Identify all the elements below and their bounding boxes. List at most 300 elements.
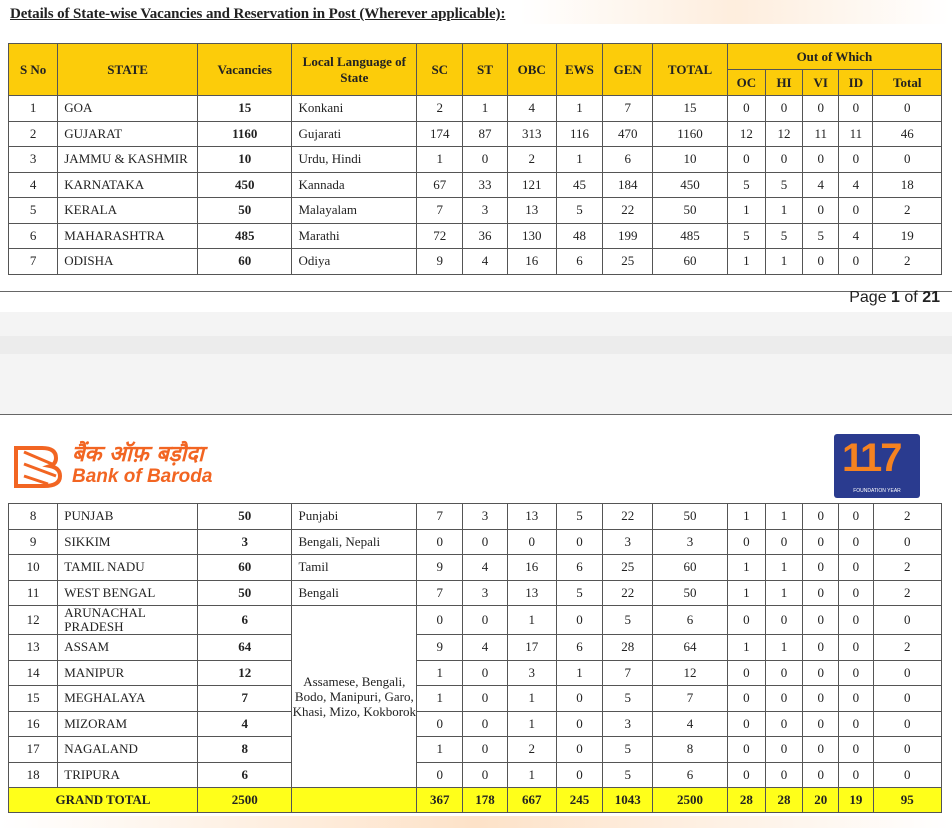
cell-state: MANIPUR	[58, 660, 198, 686]
cell-st: 4	[463, 249, 507, 275]
vacancies-table-page-2	[8, 503, 942, 813]
cell-total: 450	[653, 172, 727, 198]
cell-gen: 7	[603, 660, 653, 686]
cell-obc: 130	[507, 223, 556, 249]
cell-ews: 245	[556, 788, 602, 813]
cell-state: JAMMU & KASHMIR	[58, 147, 198, 173]
cell-state: ASSAM	[58, 635, 198, 661]
cell-obc: 121	[507, 172, 556, 198]
cell-id: 0	[839, 249, 873, 275]
cell-sno: 18	[9, 762, 58, 788]
cell-obc: 17	[507, 635, 556, 661]
cell-pwd-total: 2	[873, 198, 942, 224]
cell-hi: 5	[765, 223, 802, 249]
cell-ews: 5	[556, 198, 602, 224]
cell-sc: 0	[417, 529, 463, 555]
header-out-of-which: Out of Which	[727, 44, 941, 70]
cell-total: 1160	[653, 121, 727, 147]
cell-st: 3	[463, 198, 507, 224]
cell-language: Odiya	[292, 249, 417, 275]
cell-gen: 28	[603, 635, 653, 661]
cell-sc: 67	[417, 172, 463, 198]
cell-pwd-total: 0	[873, 762, 942, 788]
cell-st: 1	[463, 96, 507, 122]
cell-hi: 0	[765, 737, 802, 763]
header-state: STATE	[58, 44, 198, 96]
cell-vi: 0	[803, 737, 839, 763]
cell-ews: 1	[556, 147, 602, 173]
cell-gen: 3	[603, 711, 653, 737]
cell-sno: 1	[9, 96, 58, 122]
cell-obc: 16	[507, 249, 556, 275]
cell-sc: 1	[417, 686, 463, 712]
cell-vi: 0	[803, 635, 839, 661]
cell-pwd-total: 2	[873, 580, 942, 606]
cell-state: TAMIL NADU	[58, 555, 198, 581]
cell-sno: 13	[9, 635, 58, 661]
cell-state: PUNJAB	[58, 504, 198, 530]
cell-sno: 12	[9, 606, 58, 635]
cell-sno: 10	[9, 555, 58, 581]
cell-vacancies: 64	[197, 635, 292, 661]
cell-oc: 0	[727, 606, 765, 635]
cell-state: ODISHA	[58, 249, 198, 275]
cell-total: 50	[653, 198, 727, 224]
cell-st: 36	[463, 223, 507, 249]
cell-id: 0	[839, 660, 873, 686]
cell-sno: 8	[9, 504, 58, 530]
cell-state: ARUNACHAL PRADESH	[58, 606, 198, 635]
cell-language: Marathi	[292, 223, 417, 249]
cell-vi: 0	[803, 580, 839, 606]
cell-sno: 16	[9, 711, 58, 737]
cell-id: 0	[839, 580, 873, 606]
cell-ews: 116	[556, 121, 602, 147]
cell-vacancies: 6	[197, 762, 292, 788]
cell-id: 0	[839, 606, 873, 635]
cell-sno: 11	[9, 580, 58, 606]
cell-hi: 1	[765, 555, 802, 581]
cell-hi: 5	[765, 172, 802, 198]
cell-st: 0	[463, 147, 507, 173]
cell-oc: 0	[727, 147, 765, 173]
cell-ews: 0	[556, 686, 602, 712]
cell-vacancies: 8	[197, 737, 292, 763]
cell-oc: 0	[727, 529, 765, 555]
cell-state: GOA	[58, 96, 198, 122]
cell-id: 0	[839, 762, 873, 788]
cell-sc: 174	[417, 121, 463, 147]
table-row	[9, 96, 942, 122]
table-row	[9, 762, 942, 788]
cell-language: Kannada	[292, 172, 417, 198]
cell-state: TRIPURA	[58, 762, 198, 788]
cell-obc: 4	[507, 96, 556, 122]
cell-state: MIZORAM	[58, 711, 198, 737]
cell-ews: 5	[556, 580, 602, 606]
cell-obc: 2	[507, 737, 556, 763]
cell-sc: 1	[417, 147, 463, 173]
cell-total: 60	[653, 249, 727, 275]
cell-vi: 4	[803, 172, 839, 198]
cell-gen: 3	[603, 529, 653, 555]
cell-language: Tamil	[292, 555, 417, 581]
cell-gen: 1043	[603, 788, 653, 813]
table-row	[9, 737, 942, 763]
cell-vi: 0	[803, 762, 839, 788]
grand-total-row	[9, 788, 942, 813]
cell-sc: 0	[417, 711, 463, 737]
cell-sno: 17	[9, 737, 58, 763]
cell-gen: 22	[603, 198, 653, 224]
page-total: 21	[922, 289, 940, 306]
badge-subtitle: FOUNDATION YEAR	[853, 488, 901, 494]
cell-gen: 5	[603, 762, 653, 788]
cell-oc: 1	[727, 555, 765, 581]
header-id: ID	[839, 70, 873, 96]
cell-gen: 22	[603, 504, 653, 530]
cell-hi: 12	[765, 121, 802, 147]
cell-gen: 199	[603, 223, 653, 249]
cell-vacancies: 60	[197, 249, 292, 275]
cell-sno: 14	[9, 660, 58, 686]
cell-total: 485	[653, 223, 727, 249]
cell-st: 0	[463, 529, 507, 555]
cell-total: 60	[653, 555, 727, 581]
cell-vi: 0	[803, 249, 839, 275]
cell-total: 8	[653, 737, 727, 763]
cell-sc: 2	[417, 96, 463, 122]
header-gen: GEN	[603, 44, 653, 96]
cell-vi: 0	[803, 504, 839, 530]
header-sc: SC	[417, 44, 463, 96]
cell-sno: 5	[9, 198, 58, 224]
cell-hi: 0	[765, 96, 802, 122]
cell-language: Urdu, Hindi	[292, 147, 417, 173]
header-sno: S No	[9, 44, 58, 96]
cell-gen: 22	[603, 580, 653, 606]
cell-total: 12	[653, 660, 727, 686]
table-row	[9, 529, 942, 555]
cell-id: 0	[839, 96, 873, 122]
cell-pwd-total: 46	[873, 121, 942, 147]
header-vacancies: Vacancies	[197, 44, 292, 96]
cell-pwd-total: 0	[873, 737, 942, 763]
cell-hi: 0	[765, 686, 802, 712]
cell-obc: 13	[507, 580, 556, 606]
cell-sc: 72	[417, 223, 463, 249]
page-top-rule	[0, 414, 952, 415]
cell-ews: 48	[556, 223, 602, 249]
cell-st: 0	[463, 711, 507, 737]
cell-sc: 367	[417, 788, 463, 813]
cell-vacancies: 15	[197, 96, 292, 122]
cell-state: MEGHALAYA	[58, 686, 198, 712]
cell-hi: 0	[765, 711, 802, 737]
cell-language: Bengali	[292, 580, 417, 606]
cell-ews: 0	[556, 762, 602, 788]
cell-ews: 45	[556, 172, 602, 198]
cell-total: 2500	[653, 788, 727, 813]
cell-ews: 1	[556, 96, 602, 122]
bank-name-hindi: बैंक ऑफ़ बड़ौदा	[72, 442, 204, 467]
table-row	[9, 686, 942, 712]
cell-state: WEST BENGAL	[58, 580, 198, 606]
cell-gen: 25	[603, 249, 653, 275]
cell-vacancies: 60	[197, 555, 292, 581]
header-obc: OBC	[507, 44, 556, 96]
cell-ews: 0	[556, 711, 602, 737]
cell-language: Konkani	[292, 96, 417, 122]
table-row	[9, 223, 942, 249]
cell-language: Malayalam	[292, 198, 417, 224]
cell-oc: 5	[727, 223, 765, 249]
table-row	[9, 504, 942, 530]
cell-total: 50	[653, 504, 727, 530]
cell-sno: 7	[9, 249, 58, 275]
cell-total: 3	[653, 529, 727, 555]
cell-st: 0	[463, 606, 507, 635]
cell-sno: 15	[9, 686, 58, 712]
cell-oc: 0	[727, 737, 765, 763]
page-divider	[0, 291, 952, 292]
cell-vi: 0	[803, 660, 839, 686]
cell-id: 0	[839, 737, 873, 763]
bank-of-baroda-logo-icon	[12, 442, 66, 490]
cell-pwd-total: 19	[873, 223, 942, 249]
document-page-2	[0, 414, 952, 828]
cell-gen: 5	[603, 737, 653, 763]
cell-st: 87	[463, 121, 507, 147]
cell-id: 0	[839, 635, 873, 661]
cell-id: 0	[839, 711, 873, 737]
cell-pwd-total: 0	[873, 529, 942, 555]
cell-hi: 0	[765, 147, 802, 173]
cell-pwd-total: 2	[873, 504, 942, 530]
cell-vi: 0	[803, 711, 839, 737]
cell-gen: 5	[603, 686, 653, 712]
cell-sc: 1	[417, 737, 463, 763]
badge-number: 117	[842, 436, 901, 480]
cell-language: Punjabi	[292, 504, 417, 530]
cell-vi: 0	[803, 96, 839, 122]
bank-name-english: Bank of Baroda	[72, 466, 213, 487]
cell-sc: 7	[417, 580, 463, 606]
grand-total-label: GRAND TOTAL	[9, 788, 198, 813]
header-st: ST	[463, 44, 507, 96]
table-row	[9, 635, 942, 661]
cell-obc: 3	[507, 660, 556, 686]
cell-vacancies: 7	[197, 686, 292, 712]
cell-st: 0	[463, 660, 507, 686]
cell-oc: 0	[727, 96, 765, 122]
cell-total: 50	[653, 580, 727, 606]
cell-id: 0	[839, 686, 873, 712]
cell-oc: 1	[727, 504, 765, 530]
cell-id: 0	[839, 147, 873, 173]
cell-vi: 20	[803, 788, 839, 813]
cell-total: 6	[653, 606, 727, 635]
table-row	[9, 172, 942, 198]
cell-pwd-total: 18	[873, 172, 942, 198]
cell-state: KARNATAKA	[58, 172, 198, 198]
cell-id: 4	[839, 172, 873, 198]
cell-st: 0	[463, 737, 507, 763]
cell-ews: 0	[556, 606, 602, 635]
cell-ews: 0	[556, 737, 602, 763]
cell-vacancies: 10	[197, 147, 292, 173]
cell-obc: 0	[507, 529, 556, 555]
cell-hi: 1	[765, 198, 802, 224]
cell-pwd-total: 95	[873, 788, 942, 813]
header-pwd-total: Total	[873, 70, 942, 96]
vacancies-table-page-1	[8, 43, 942, 275]
page-of: of	[904, 289, 918, 306]
cell-oc: 1	[727, 580, 765, 606]
table-row	[9, 555, 942, 581]
cell-vi: 11	[803, 121, 839, 147]
cell-ews: 6	[556, 249, 602, 275]
table-row	[9, 121, 942, 147]
cell-ews: 0	[556, 529, 602, 555]
cell-oc: 1	[727, 249, 765, 275]
cell-vacancies: 450	[197, 172, 292, 198]
cell-language-empty	[292, 788, 417, 813]
cell-id: 19	[839, 788, 873, 813]
cell-obc: 13	[507, 504, 556, 530]
cell-st: 0	[463, 762, 507, 788]
cell-gen: 5	[603, 606, 653, 635]
table-row	[9, 249, 942, 275]
header-hi: HI	[765, 70, 802, 96]
cell-pwd-total: 2	[873, 555, 942, 581]
cell-state: SIKKIM	[58, 529, 198, 555]
cell-total: 7	[653, 686, 727, 712]
cell-obc: 1	[507, 686, 556, 712]
cell-vacancies: 50	[197, 580, 292, 606]
cell-gen: 470	[603, 121, 653, 147]
cell-obc: 1	[507, 711, 556, 737]
cell-vi: 0	[803, 147, 839, 173]
cell-language: Gujarati	[292, 121, 417, 147]
header-ews: EWS	[556, 44, 602, 96]
cell-hi: 0	[765, 660, 802, 686]
cell-vacancies: 50	[197, 198, 292, 224]
cell-ews: 1	[556, 660, 602, 686]
cell-pwd-total: 2	[873, 249, 942, 275]
cell-sc: 9	[417, 555, 463, 581]
cell-gen: 6	[603, 147, 653, 173]
page-label: Page	[849, 289, 887, 306]
cell-id: 4	[839, 223, 873, 249]
cell-st: 4	[463, 555, 507, 581]
cell-pwd-total: 0	[873, 711, 942, 737]
header-oc: OC	[727, 70, 765, 96]
cell-gen: 25	[603, 555, 653, 581]
cell-sno: 3	[9, 147, 58, 173]
cell-vacancies: 2500	[197, 788, 292, 813]
anniversary-badge	[834, 434, 920, 498]
cell-pwd-total: 0	[873, 96, 942, 122]
cell-oc: 0	[727, 711, 765, 737]
cell-vi: 0	[803, 555, 839, 581]
cell-state: KERALA	[58, 198, 198, 224]
cell-sno: 4	[9, 172, 58, 198]
cell-st: 3	[463, 580, 507, 606]
table-row	[9, 147, 942, 173]
cell-id: 0	[839, 198, 873, 224]
cell-vacancies: 3	[197, 529, 292, 555]
cell-vacancies: 485	[197, 223, 292, 249]
cell-st: 4	[463, 635, 507, 661]
cell-obc: 1	[507, 606, 556, 635]
cell-st: 33	[463, 172, 507, 198]
cell-state: GUJARAT	[58, 121, 198, 147]
page-current: 1	[891, 289, 900, 306]
cell-sc: 7	[417, 198, 463, 224]
cell-sc: 9	[417, 249, 463, 275]
cell-oc: 5	[727, 172, 765, 198]
cell-total: 10	[653, 147, 727, 173]
cell-obc: 1	[507, 762, 556, 788]
table-row	[9, 198, 942, 224]
cell-sc: 7	[417, 504, 463, 530]
cell-id: 0	[839, 529, 873, 555]
cell-total: 6	[653, 762, 727, 788]
cell-vi: 0	[803, 529, 839, 555]
cell-sno: 9	[9, 529, 58, 555]
document-page-1	[0, 0, 952, 312]
cell-obc: 313	[507, 121, 556, 147]
cell-pwd-total: 0	[873, 686, 942, 712]
cell-gen: 7	[603, 96, 653, 122]
cell-hi: 1	[765, 635, 802, 661]
cell-hi: 1	[765, 580, 802, 606]
cell-hi: 0	[765, 762, 802, 788]
cell-pwd-total: 0	[873, 147, 942, 173]
cell-ews: 6	[556, 555, 602, 581]
cell-pwd-total: 0	[873, 606, 942, 635]
cell-sno: 2	[9, 121, 58, 147]
cell-oc: 0	[727, 686, 765, 712]
cell-sno: 6	[9, 223, 58, 249]
table-row	[9, 711, 942, 737]
cell-pwd-total: 2	[873, 635, 942, 661]
cell-oc: 0	[727, 660, 765, 686]
page-number	[849, 289, 940, 307]
cell-total: 64	[653, 635, 727, 661]
cell-vacancies: 50	[197, 504, 292, 530]
page-gap	[0, 312, 952, 414]
table-row	[9, 660, 942, 686]
cell-language-merged: Assamese, Bengali, Bodo, Manipuri, Garo, Khasi, Mizo, Kokborok	[292, 606, 417, 788]
cell-st: 178	[463, 788, 507, 813]
cell-gen: 184	[603, 172, 653, 198]
cell-hi: 1	[765, 249, 802, 275]
header-total: TOTAL	[653, 44, 727, 96]
table-row	[9, 580, 942, 606]
cell-hi: 0	[765, 529, 802, 555]
cell-oc: 0	[727, 762, 765, 788]
cell-sc: 0	[417, 606, 463, 635]
cell-hi: 28	[765, 788, 802, 813]
cell-obc: 667	[507, 788, 556, 813]
cell-hi: 0	[765, 606, 802, 635]
cell-pwd-total: 0	[873, 660, 942, 686]
cell-state: MAHARASHTRA	[58, 223, 198, 249]
cell-vi: 0	[803, 606, 839, 635]
cell-st: 3	[463, 504, 507, 530]
